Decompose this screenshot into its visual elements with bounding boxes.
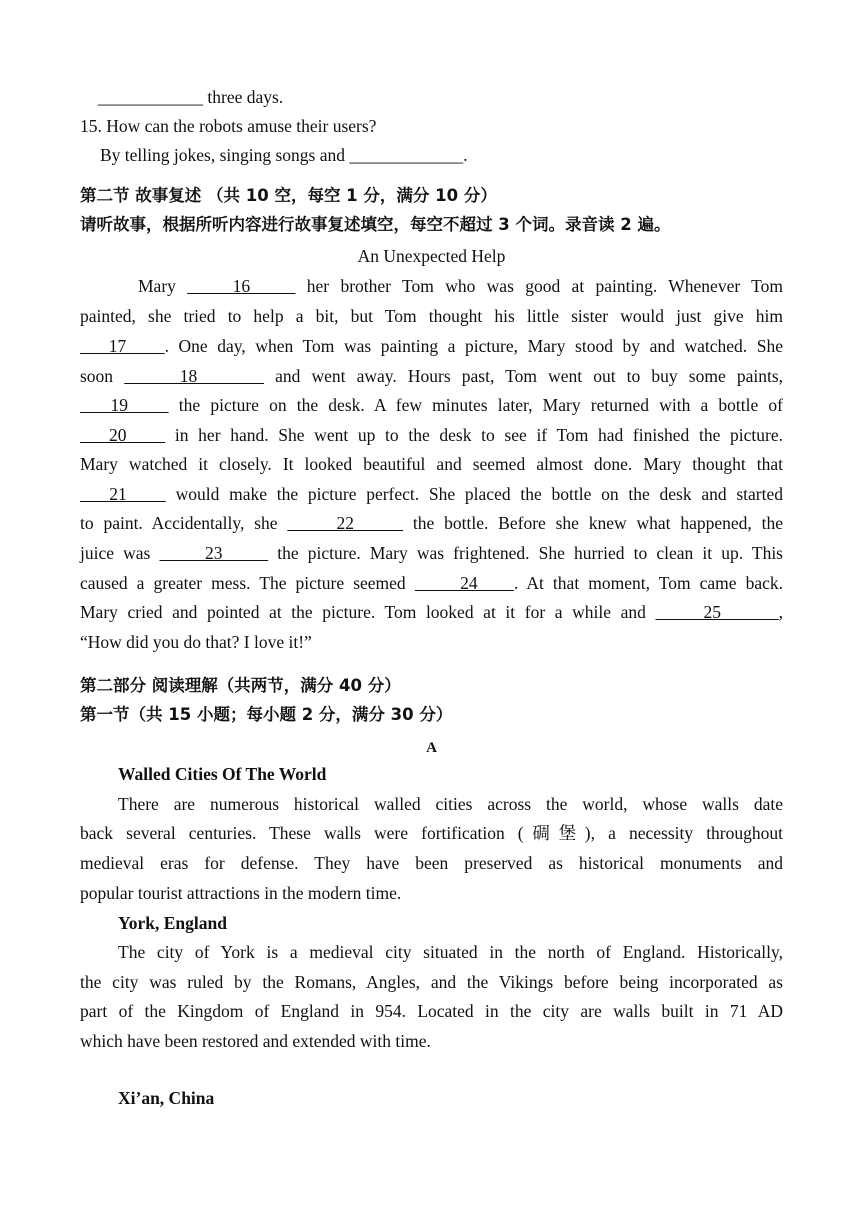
story-text: her brother Tom who was good at painting. Whenever Tom [295, 276, 784, 296]
story-text: caused a greater mess. The picture seemed [80, 573, 415, 593]
story-text: , [778, 602, 783, 622]
blank-number: 17 [80, 336, 165, 356]
story-text: . One day, when Tom was painting a picture, Mary stood by and watched. She [164, 336, 783, 356]
blank-number: 18 [124, 366, 264, 386]
story-text: the picture. Mary was frightened. She hurried to clean it up. This [268, 543, 783, 563]
passage-letter: A [426, 740, 437, 756]
york-line-3: part of the Kingdom of England in 954. Located in the city are walls built in 71 AD [80, 1001, 783, 1021]
blank-number: 16 [187, 276, 296, 296]
story-text: the bottle. Before she knew what happened, the [403, 513, 783, 533]
part2-title: 第二部分 阅读理解（共两节，满分 40 分） [80, 676, 401, 695]
story-text: the picture on the desk. A few minutes later, Mary returned with a bottle of [168, 395, 783, 415]
story-text: juice was [80, 543, 160, 563]
part2-section1-title: 第一节（共 15 小题；每小题 2 分，满分 30 分） [80, 705, 453, 724]
story-text: “How did you do that? I love it!” [80, 632, 312, 652]
xian-title: Xi’an, China [118, 1088, 215, 1108]
story-text: would make the picture perfect. She placed the bottle on the desk and started [165, 484, 784, 504]
york-line-2: the city was ruled by the Romans, Angles, and the Vikings before being incorporated as [80, 972, 783, 992]
story-line [80, 275, 783, 297]
york-title: York, England [118, 913, 227, 933]
blank-number: 19 [80, 395, 169, 415]
story-text: and went away. Hours past, Tom went out to buy some paints, [263, 366, 784, 386]
story-line [80, 631, 783, 653]
york-line-4: which have been restored and extended with time. [80, 1031, 431, 1051]
intro-line-4: popular tourist attractions in the modern time. [80, 883, 402, 903]
story-text: Mary cried and pointed at the picture. Tom looked at it for a while and [80, 602, 656, 622]
story-line [80, 335, 783, 357]
story-line [80, 365, 783, 387]
intro-line-1: There are numerous historical walled cities across the world, whose walls date [118, 794, 783, 814]
story-text: painted, she tried to help a bit, but Tom thought his little sister would just give him [80, 306, 783, 326]
story-line [80, 483, 783, 505]
intro-line-3: medieval eras for defense. They have been preserved as historical monuments and [80, 853, 783, 873]
york-line-1: The city of York is a medieval city situated in the north of England. Historically, [118, 942, 783, 962]
section2-title: 第二节 故事复述 （共 10 空，每空 1 分，满分 10 分） [80, 186, 497, 205]
story-text: Mary [138, 276, 188, 296]
section2-instruction: 请听故事，根据所听内容进行故事复述填空，每空不超过 3 个词。录音读 2 遍。 [80, 215, 671, 234]
blank-number: 20 [80, 425, 166, 445]
story-line [80, 542, 783, 564]
blank-number: 21 [80, 484, 166, 504]
story-text: . At that moment, Tom came back. [513, 573, 784, 593]
story-text: soon [80, 366, 125, 386]
story-text: to paint. Accidentally, she [80, 513, 288, 533]
story-line [80, 453, 783, 475]
intro-line-2: back several centuries. These walls were fortification (碉堡), a necessity throughout [80, 823, 783, 843]
blank-number: 22 [287, 513, 404, 533]
story-line [80, 424, 783, 446]
story-line [80, 305, 783, 327]
article-title: Walled Cities Of The World [118, 764, 327, 784]
question-15: 15. How can the robots amuse their users? [80, 116, 377, 136]
blank-number: 24 [414, 573, 514, 593]
story-text: Mary watched it closely. It looked beautiful and seemed almost done. Mary thought that [80, 454, 783, 474]
story-line [80, 394, 783, 416]
blank-number: 23 [159, 543, 269, 563]
story-line [80, 601, 783, 623]
story-text: in her hand. She went up to the desk to see if Tom had finished the picture. [165, 425, 783, 445]
answer-line-14: ____________ three days. [98, 87, 284, 107]
question-15-answer: By telling jokes, singing songs and _____________. [100, 145, 468, 165]
story-line [80, 512, 783, 534]
story-line [80, 572, 783, 594]
blank-number: 25 [655, 602, 779, 622]
story-title: An Unexpected Help [357, 246, 506, 266]
